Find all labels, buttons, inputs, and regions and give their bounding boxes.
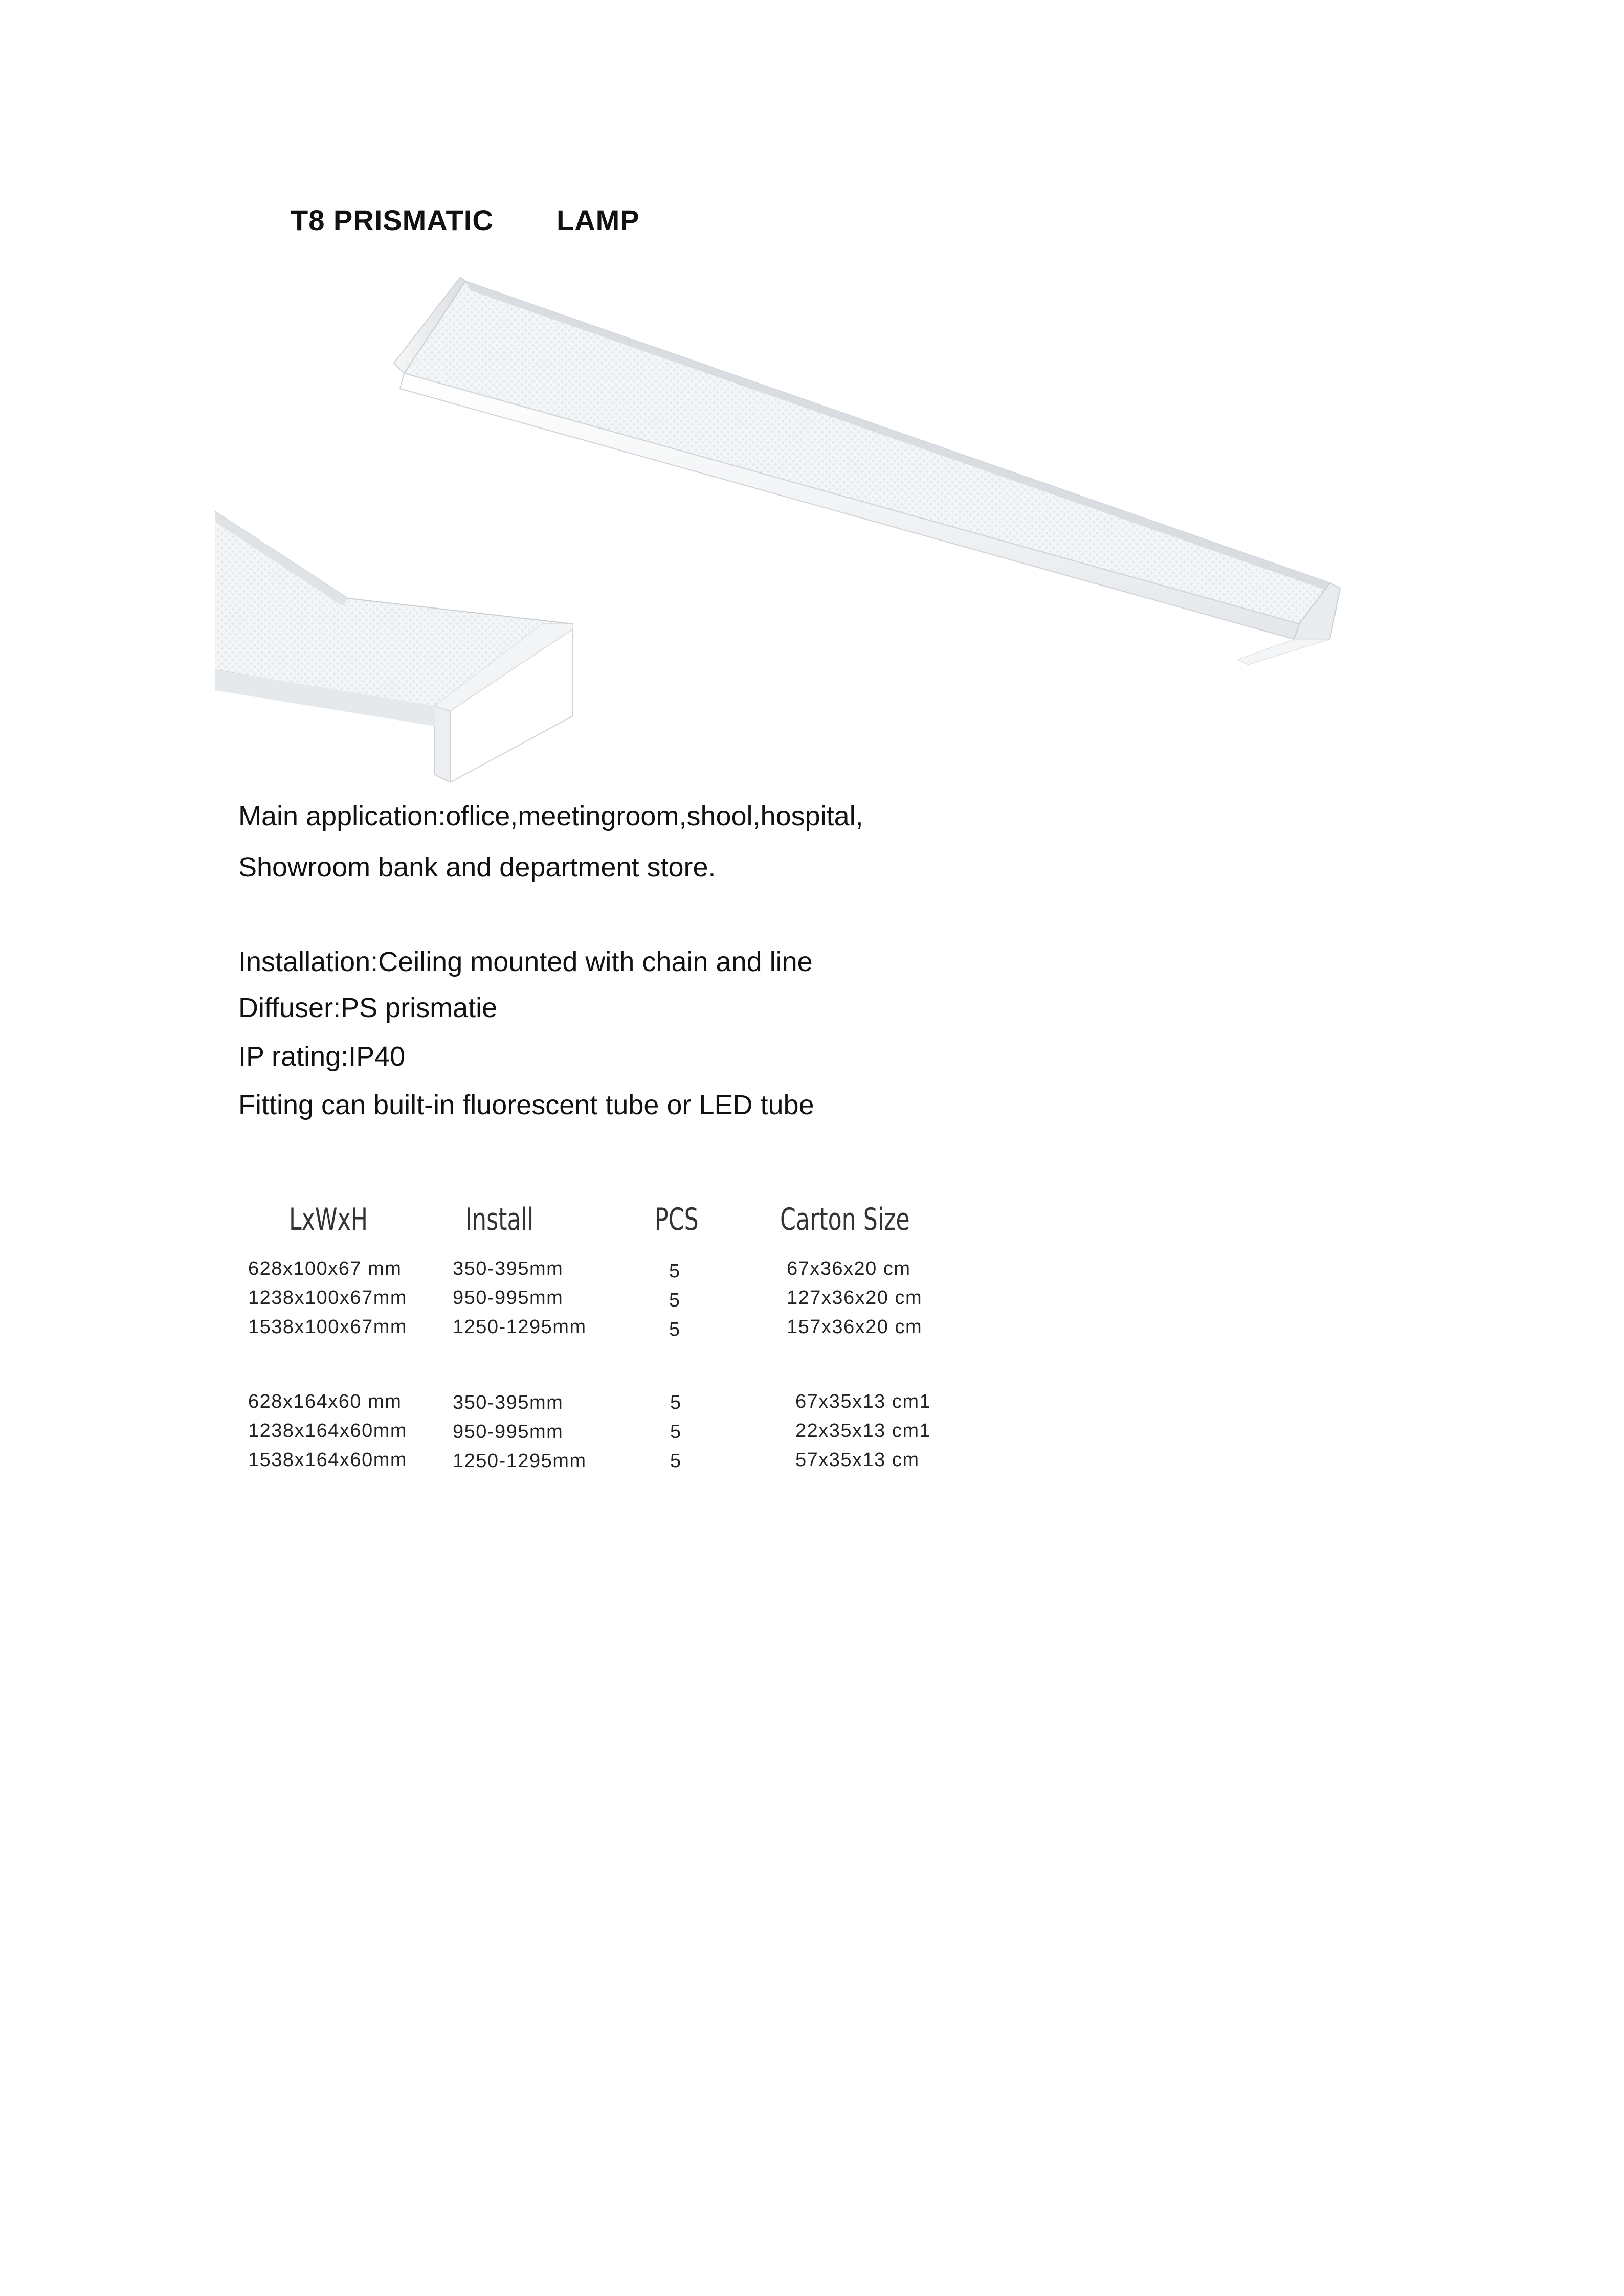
- application-line-2: Showroom bank and department store.: [238, 852, 716, 883]
- cell-pcs: 5: [669, 1290, 681, 1311]
- installation-text: Installation:Ceiling mounted with chain and line: [238, 947, 813, 977]
- diffuser-text: Diffuser:PS prismatie: [238, 993, 498, 1023]
- cell-dimensions: 1538x100x67mm: [248, 1316, 408, 1338]
- cell-install: 950-995mm: [453, 1287, 564, 1309]
- product-title: [291, 204, 640, 237]
- cell-carton: 127x36x20 cm: [787, 1287, 923, 1309]
- application-line-1: Main application:oflice,meetingroom,shool,hospital,: [238, 801, 863, 831]
- header-carton-size: Carton Size: [780, 1202, 910, 1237]
- cell-pcs: 5: [670, 1392, 682, 1413]
- cell-dimensions: 628x164x60 mm: [248, 1391, 402, 1412]
- cell-carton: 157x36x20 cm: [787, 1316, 923, 1338]
- header-pcs: PCS: [655, 1202, 699, 1237]
- product-photo: [215, 271, 1361, 782]
- cell-carton: 57x35x13 cm: [795, 1449, 920, 1471]
- fitting-text: Fitting can built-in fluorescent tube or LED tube: [238, 1090, 814, 1120]
- cell-pcs: 5: [669, 1260, 681, 1282]
- header-dimensions: LxWxH: [289, 1202, 368, 1237]
- header-install: Install: [465, 1202, 534, 1237]
- cell-pcs: 5: [670, 1450, 682, 1472]
- cell-dimensions: 1238x164x60mm: [248, 1420, 408, 1442]
- product-title-part2: LAMP: [557, 204, 640, 236]
- cell-pcs: 5: [670, 1421, 682, 1443]
- fixture-end-closeup-image: [215, 511, 573, 782]
- cell-install: 1250-1295mm: [453, 1316, 587, 1338]
- cell-install: 950-995mm: [453, 1421, 564, 1443]
- cell-carton: 67x36x20 cm: [787, 1258, 911, 1279]
- product-title-part1: T8 PRISMATIC: [291, 204, 494, 236]
- cell-install: 350-395mm: [453, 1392, 564, 1413]
- cell-dimensions: 1538x164x60mm: [248, 1449, 408, 1471]
- cell-dimensions: 1238x100x67mm: [248, 1287, 408, 1309]
- long-fixture-image: [394, 277, 1340, 665]
- cell-install: 1250-1295mm: [453, 1450, 587, 1472]
- cell-install: 350-395mm: [453, 1258, 564, 1279]
- ip-rating-text: IP rating:IP40: [238, 1041, 406, 1072]
- cell-carton: 67x35x13 cm1: [795, 1391, 931, 1412]
- cell-carton: 22x35x13 cm1: [795, 1420, 931, 1442]
- cell-dimensions: 628x100x67 mm: [248, 1258, 402, 1279]
- cell-pcs: 5: [669, 1319, 681, 1340]
